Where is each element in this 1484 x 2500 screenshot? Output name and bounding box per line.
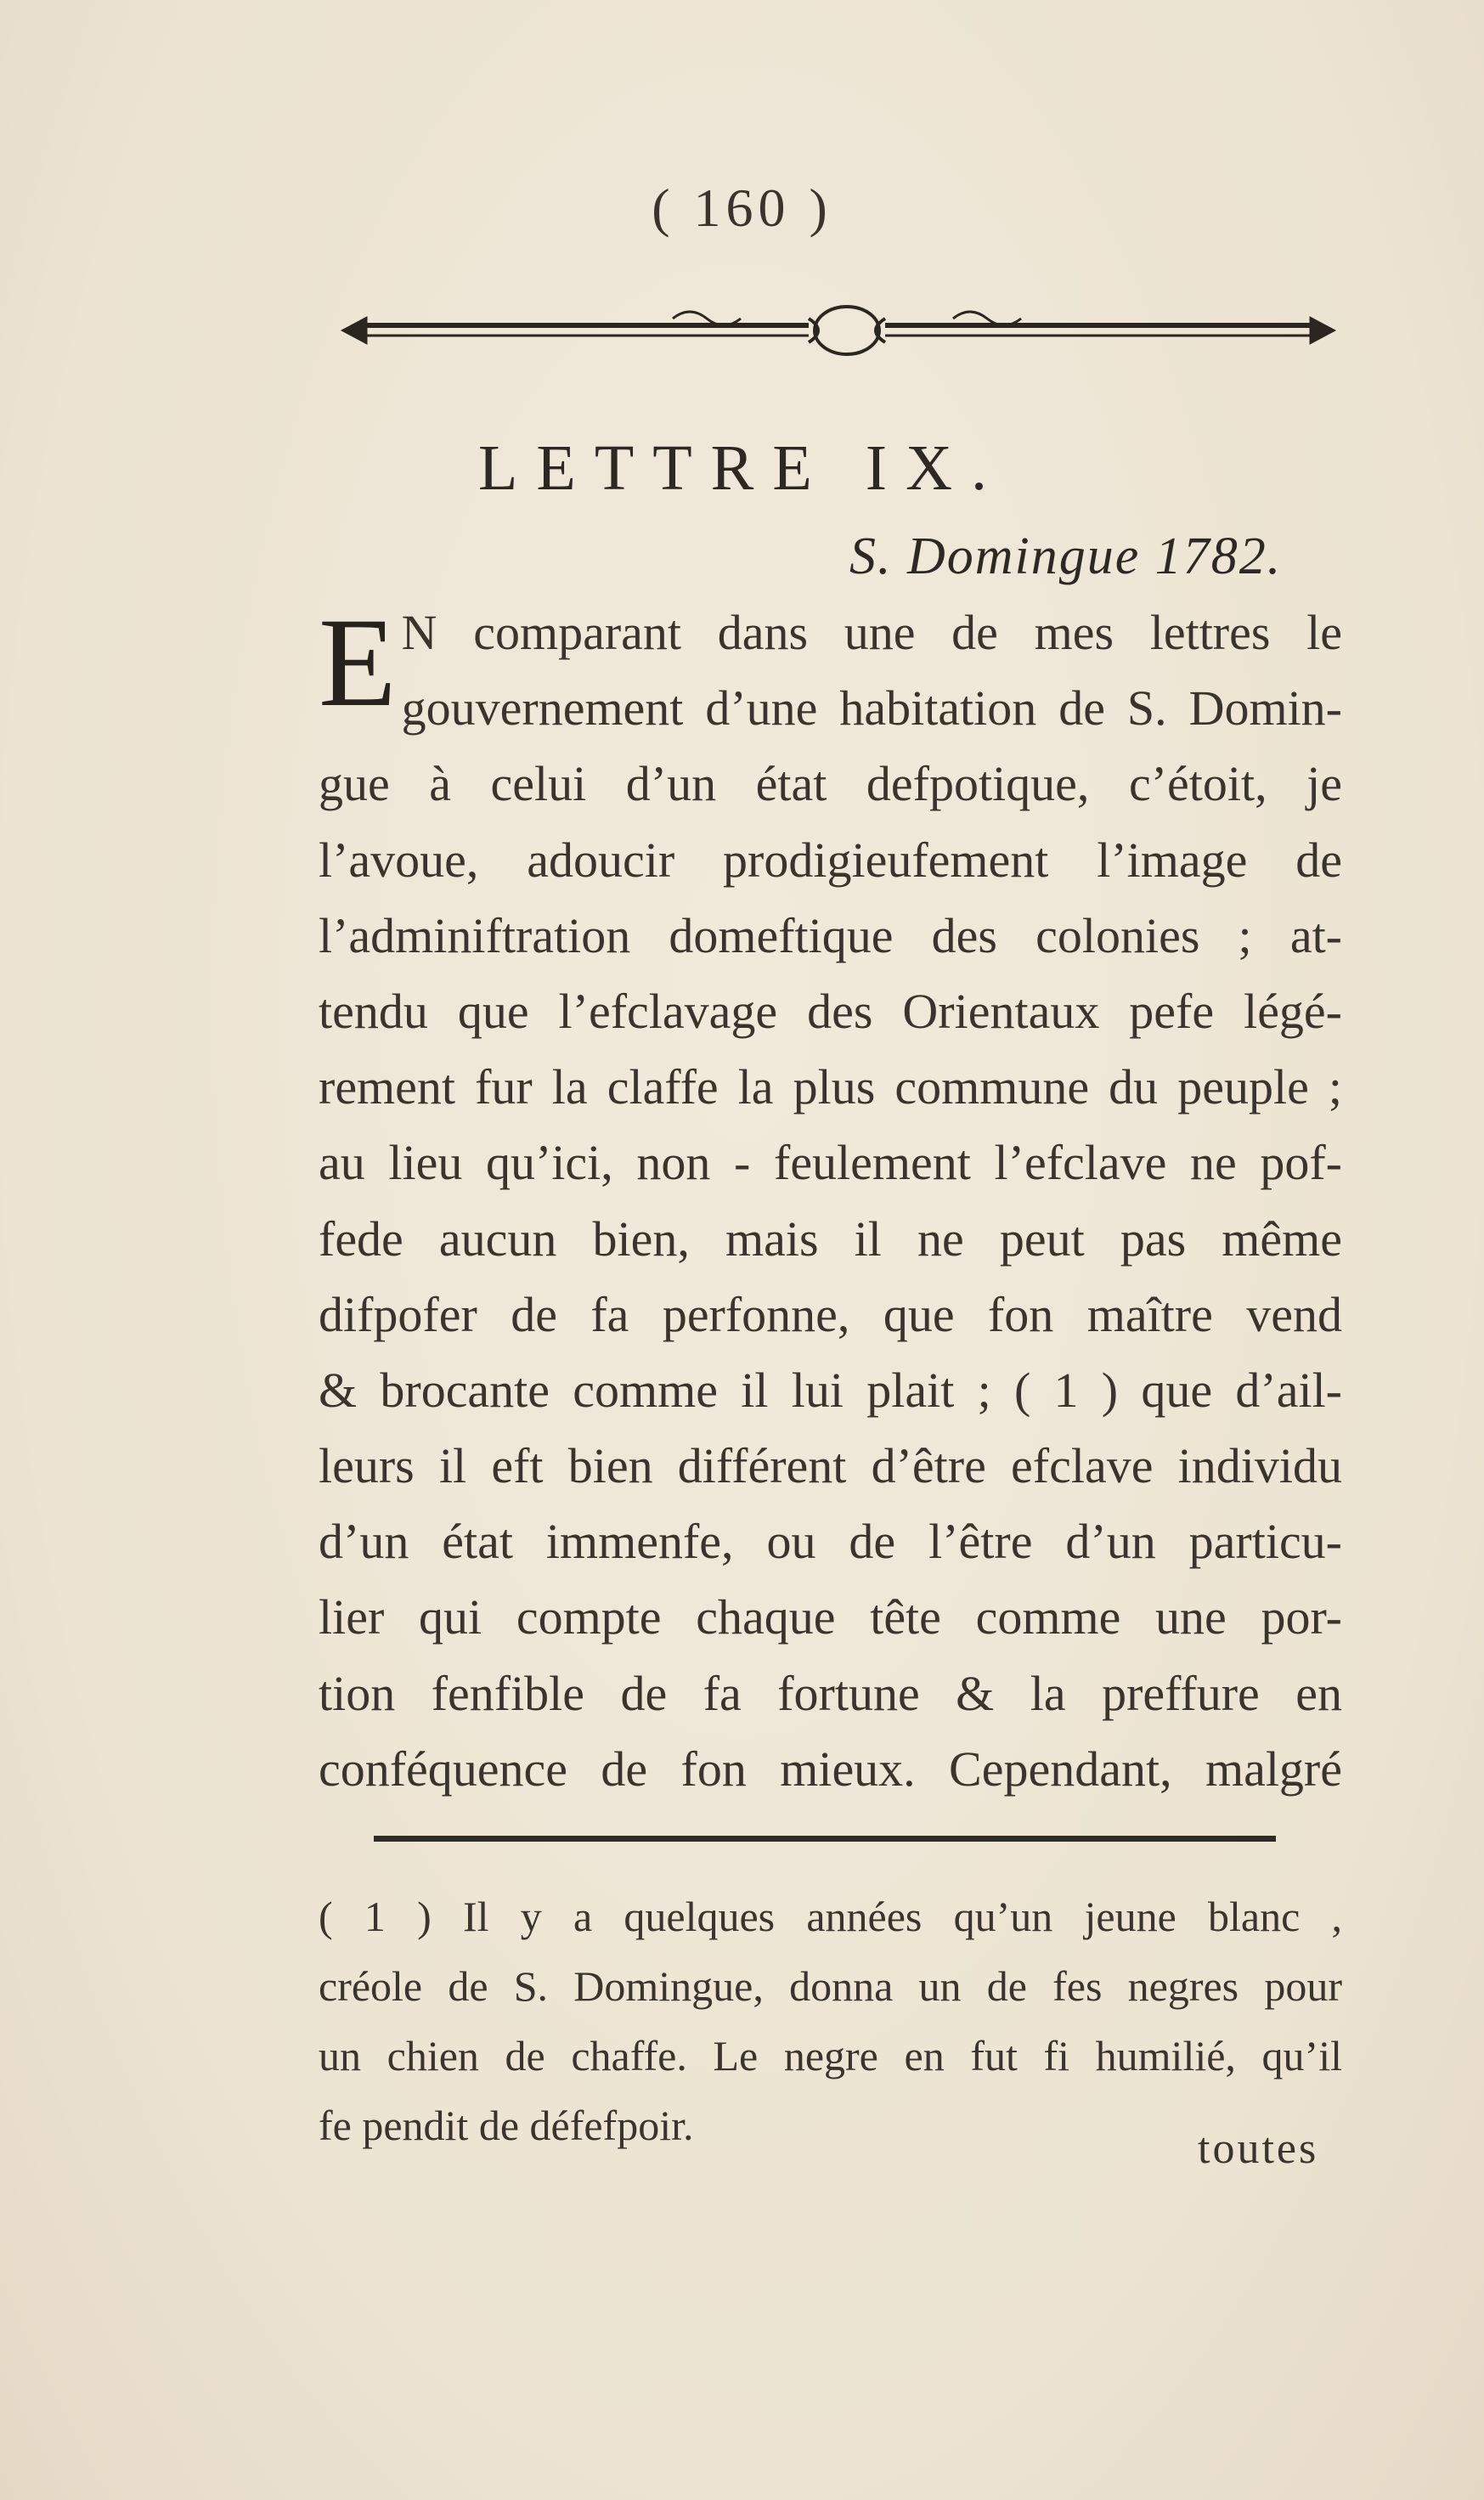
footnote-line: créole de S. Domingue, donna un de fes negres pour bbox=[319, 1962, 1342, 2010]
drop-cap: E bbox=[319, 592, 397, 733]
body-line: conféquence de fon mieux. Cependant, malgré bbox=[319, 1741, 1342, 1797]
body-line: difpofer de fa perfonne, que fon maître vend bbox=[319, 1286, 1342, 1342]
footnote-line: un chien de chaffe. Le negre en fut fi humilié, qu’il bbox=[319, 2032, 1342, 2080]
footnote-rule bbox=[374, 1836, 1276, 1842]
body-text bbox=[319, 592, 1342, 1807]
body-line: au lieu qu’ici, non - feulement l’efclave ne pof- bbox=[319, 1135, 1342, 1191]
body-line: fede aucun bien, mais il ne peut pas même bbox=[319, 1210, 1342, 1267]
body-line: leurs il eft bien différent d’être efclave individu bbox=[319, 1438, 1342, 1494]
body-line: gouvernement d’une habitation de S. Domin- bbox=[401, 680, 1342, 736]
dateline: S. Domingue 1782. bbox=[849, 528, 1283, 585]
body-line: rement fur la claffe la plus commune du peuple ; bbox=[319, 1059, 1342, 1115]
catchword: toutes bbox=[1198, 2125, 1319, 2173]
body-line: gue à celui d’un état defpotique, c’étoit, je bbox=[319, 756, 1342, 812]
letter-title: LETTRE IX. bbox=[477, 432, 1006, 504]
body-line: l’avoue, adoucir prodigieufement l’image de bbox=[319, 832, 1342, 888]
body-line: & brocante comme il lui plait ; ( 1 ) que d’ail- bbox=[319, 1362, 1342, 1418]
body-line: tendu que l’efclavage des Orientaux pefe légé- bbox=[319, 983, 1342, 1039]
page-number: ( 160 ) bbox=[652, 178, 832, 238]
body-line: N comparant dans une de mes lettres le bbox=[401, 605, 1342, 660]
decorative-ornament-rule bbox=[333, 293, 1361, 370]
body-line: d’un état immenfe, ou de l’être d’un particu- bbox=[319, 1514, 1342, 1570]
body-line: l’adminiftration domeftique des colonies ; at- bbox=[319, 907, 1342, 963]
body-line: tion fenfible de fa fortune & la preffure en bbox=[319, 1665, 1342, 1721]
footnote bbox=[319, 1882, 1342, 2160]
footnote-line: fe pendit de défefpoir. bbox=[319, 2102, 694, 2149]
body-line: lier qui compte chaque tête comme une por- bbox=[319, 1589, 1342, 1645]
footnote-line: ( 1 ) Il y a quelques années qu’un jeune blanc , bbox=[319, 1893, 1342, 1940]
